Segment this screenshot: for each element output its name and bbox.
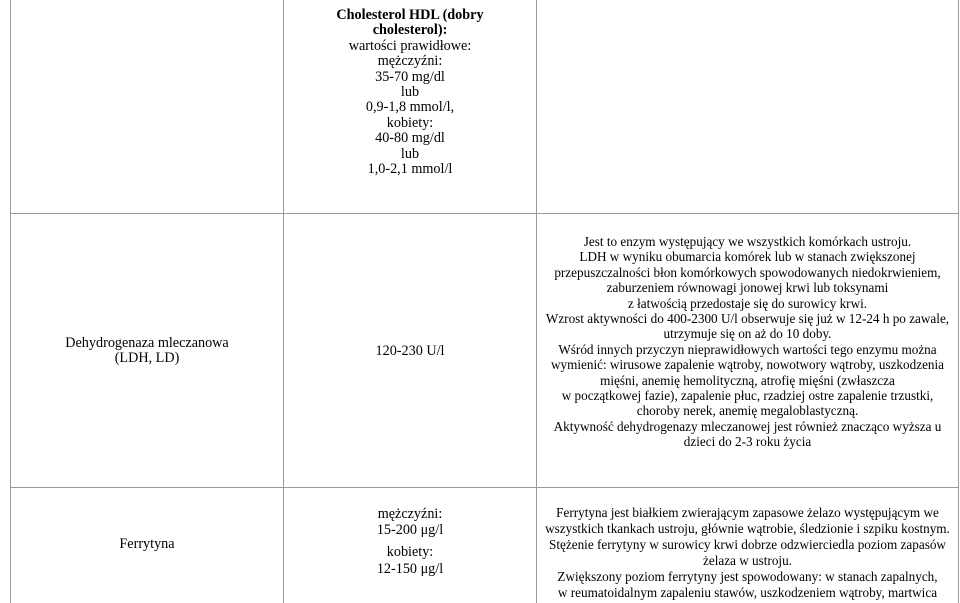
- ferritin-desc-line: wszystkich tkankach ustroju, głównie wątrobie, śledzionie i szpiku kostnym.: [545, 521, 950, 536]
- ferritin-range-line: 12-150 μg/l: [376, 560, 444, 577]
- ferritin-range-line: 15-200 μg/l: [376, 522, 444, 539]
- ldh-range-line: 120-230 U/l: [375, 343, 445, 359]
- ldh-desc-line: dzieci do 2-3 roku życia: [683, 434, 812, 450]
- ldh-name-line: (LDH, LD): [114, 350, 180, 367]
- hdl-line: lub: [400, 84, 420, 101]
- ldh-desc-line: Wśród innych przyczyn nieprawidłowych wartości tego enzymu można: [558, 341, 937, 357]
- ldh-desc-line: wymienić: wirusowe zapalenie wątroby, nowotwory wątroby, uszkodzenia: [550, 357, 945, 373]
- hdl-line: lub: [400, 145, 420, 162]
- ldh-desc-line: utrzymuje się on aż do 10 doby.: [663, 326, 832, 342]
- ldh-desc-line: przepuszczalności błon komórkowych spowodowanych niedokrwieniem,: [554, 264, 941, 280]
- ldh-range-cell: [284, 344, 536, 359]
- hdl-title-line-1: Cholesterol HDL (dobry: [336, 7, 484, 23]
- hdl-line: 35-70 mg/dl: [375, 68, 445, 85]
- ferritin-desc-line: Ferrytyna jest białkiem zwierającym zapasowe żelazo występującym we: [556, 505, 939, 520]
- ldh-name-line: Dehydrogenaza mleczanowa: [65, 335, 229, 351]
- ldh-desc-line: LDH w wyniku obumarcia komórek lub w stanach zwiększonej: [579, 249, 916, 265]
- ldh-desc-line: z łatwością przedostaje się do surowicy krwi.: [627, 295, 868, 311]
- ldh-desc-line: Jest to enzym występujący we wszystkich komórkach ustroju.: [583, 234, 912, 249]
- ferritin-range-cell: [284, 506, 536, 577]
- hdl-line: kobiety:: [386, 114, 434, 131]
- ferritin-name-line: Ferrytyna: [119, 536, 175, 552]
- ferritin-desc-line: w reumatoidalnym zapaleniu stawów, uszkodzeniem wątroby, martwica: [557, 585, 938, 600]
- ferritin-name-cell: [11, 537, 283, 552]
- ferritin-desc-line: Zwiększony poziom ferrytyny jest spowodowany: w stanach zapalnych,: [557, 569, 938, 584]
- ldh-desc-line: choroby nerek, anemię megaloblastyczną.: [636, 403, 859, 419]
- ldh-name-cell: [11, 336, 283, 367]
- ldh-desc-line: mięśni, anemię hemolityczną, atrofię mięśni (zwłaszcza: [600, 372, 895, 388]
- ldh-desc-line: w początkowej fazie), zapalenie płuc, rzadziej ostre zapalenie trzustki,: [561, 388, 934, 404]
- ldh-desc-line: zaburzeniem równowagi jonowej krwi lub toksynami: [606, 280, 889, 296]
- ldh-desc-line: Aktywność dehydrogenazy mleczanowej jest również znacząco wyższa u: [553, 418, 942, 434]
- hdl-line: 1,0-2,1 mmol/l: [367, 161, 453, 178]
- ferritin-desc-line: Stężenie ferrytyny w surowicy krwi dobrze odzwierciedla poziom zapasów: [549, 537, 946, 552]
- ldh-desc-line: Wzrost aktywności do 400-2300 U/l obserwuje się już w 12-24 h po zawale,: [545, 311, 950, 327]
- hdl-title-line-2: cholesterol):: [372, 22, 448, 39]
- hdl-line: 40-80 mg/dl: [375, 130, 445, 147]
- hdl-line: mężczyźni:: [377, 53, 443, 70]
- table-border-left: [10, 0, 11, 603]
- ldh-description-cell: [537, 234, 958, 450]
- table-row-divider-1: [10, 213, 959, 214]
- hdl-reference-values: [284, 8, 536, 177]
- hdl-line: 0,9-1,8 mmol/l,: [365, 99, 455, 116]
- table-border-right: [958, 0, 959, 603]
- ferritin-description-cell: [537, 505, 958, 601]
- ferritin-desc-line: żelaza w ustroju.: [703, 553, 792, 568]
- ferritin-range-line: mężczyźni:: [377, 506, 443, 522]
- ferritin-range-line: kobiety:: [386, 544, 434, 561]
- table-row-divider-2: [10, 487, 959, 488]
- hdl-line: wartości prawidłowe:: [348, 37, 472, 54]
